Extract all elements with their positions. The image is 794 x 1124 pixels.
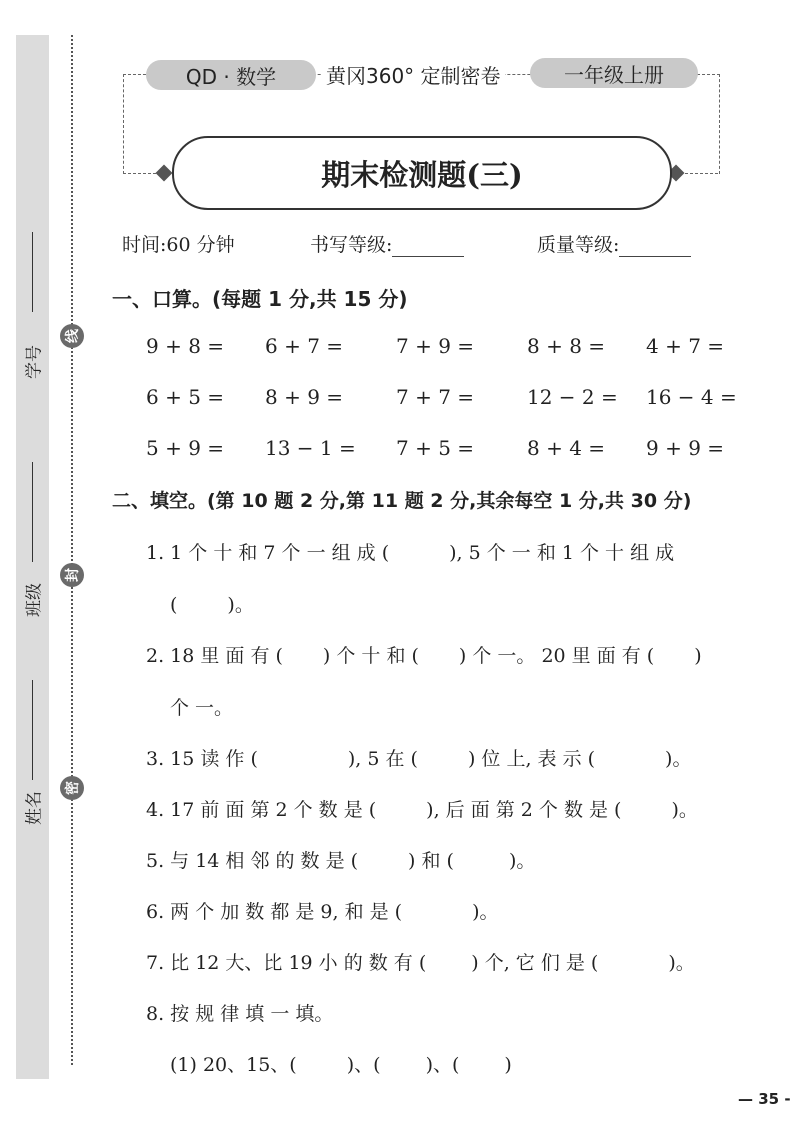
calc-2-2: 8 + 9 = [265, 385, 344, 409]
writing-grade-blank[interactable] [392, 230, 464, 257]
grade-pill: 一年级上册 [530, 58, 698, 88]
q8-1-text-b: )、( [346, 1054, 381, 1076]
question-3 [146, 744, 691, 771]
question-4 [146, 795, 698, 822]
section-2-heading: 二、填空。(第 10 题 2 分,第 11 题 2 分,其余每空 1 分,共 30 分) [112, 490, 692, 512]
seal-seal-mark: 封 [60, 563, 84, 587]
q7-text-a: 7. 比 12 大、比 19 小 的 数 有 ( [146, 952, 427, 974]
calc-1-1: 9 + 8 = [146, 334, 225, 358]
writing-grade [310, 230, 464, 257]
q8-1-text-a: (1) 20、15、( [170, 1054, 297, 1076]
q1-text-b: ), 5 个 一 和 1 个 十 组 成 [449, 542, 675, 564]
q1-close-paren: )。 [227, 594, 254, 616]
q6-text-b: )。 [472, 901, 499, 923]
calc-1-5: 4 + 7 = [646, 334, 725, 358]
student-id-line [32, 232, 33, 312]
question-2-line-1 [146, 641, 702, 668]
q3-text-b: ), 5 在 ( [347, 748, 418, 770]
q8-1-text-d: ) [504, 1054, 512, 1076]
calc-3-1: 5 + 9 = [146, 436, 225, 460]
q5-text-a: 5. 与 14 相 邻 的 数 是 ( [146, 850, 359, 872]
exam-title-text: 期末检测题(三) [321, 157, 523, 192]
name-line [32, 680, 33, 780]
calc-3-2: 13 − 1 = [265, 436, 356, 460]
calc-1-2: 6 + 7 = [265, 334, 344, 358]
q3-text-d: )。 [665, 748, 692, 770]
exam-title [172, 136, 672, 210]
writing-grade-label: 书写等级: [310, 234, 393, 256]
calc-2-5: 16 − 4 = [646, 385, 737, 409]
q2-text-b: ) 个 十 和 ( [322, 645, 419, 667]
q1-open-paren: ( [170, 594, 178, 616]
q8-1-text-c: )、( [425, 1054, 460, 1076]
subject-pill: QD · 数学 [146, 60, 316, 90]
q5-text-b: ) 和 ( [408, 850, 454, 872]
calc-3-3: 7 + 5 = [396, 436, 475, 460]
seal-line-mark: 线 [60, 324, 84, 348]
question-7 [146, 948, 695, 975]
q5-text-c: )。 [508, 850, 536, 872]
q4-text-a: 4. 17 前 面 第 2 个 数 是 ( [146, 799, 377, 821]
calc-3-5: 9 + 9 = [646, 436, 725, 460]
calc-2-1: 6 + 5 = [146, 385, 225, 409]
calc-3-4: 8 + 4 = [527, 436, 606, 460]
q1-text-a: 1. 1 个 十 和 7 个 一 组 成 ( [146, 542, 390, 564]
class-label: 班级 [24, 583, 45, 617]
q4-text-c: )。 [671, 799, 698, 821]
header-right-connector [680, 173, 718, 174]
q2-text-a: 2. 18 里 面 有 ( [146, 645, 283, 667]
q2-text-d: ) [694, 645, 702, 667]
question-2-line-2: 个 一。 [170, 697, 234, 719]
calc-2-4: 12 − 2 = [527, 385, 618, 409]
seal-dense-mark: 密 [60, 776, 84, 800]
cut-line [71, 35, 73, 1065]
question-6 [146, 897, 499, 924]
calc-2-3: 7 + 7 = [396, 385, 475, 409]
calc-1-4: 8 + 8 = [527, 334, 606, 358]
exam-time: 时间:60 分钟 [122, 234, 235, 256]
question-1-line-2 [170, 590, 254, 617]
q6-text-a: 6. 两 个 加 数 都 是 9, 和 是 ( [146, 901, 403, 923]
q7-text-c: )。 [668, 952, 695, 974]
class-line [32, 462, 33, 562]
q3-text-c: ) 位 上, 表 示 ( [467, 748, 596, 770]
question-1-line-1 [146, 538, 674, 565]
quality-grade-label: 质量等级: [537, 234, 620, 256]
calc-1-3: 7 + 9 = [396, 334, 475, 358]
page-number: — 35 - [738, 1090, 791, 1108]
question-5 [146, 846, 535, 873]
question-8: 8. 按 规 律 填 一 填。 [146, 1003, 334, 1025]
brand-text: 黄冈360° 定制密卷 [322, 60, 505, 92]
q3-text-a: 3. 15 读 作 ( [146, 748, 258, 770]
q4-text-b: ), 后 面 第 2 个 数 是 ( [426, 799, 622, 821]
question-8-1 [170, 1050, 512, 1077]
quality-grade-blank[interactable] [619, 230, 691, 257]
q7-text-b: ) 个, 它 们 是 ( [471, 952, 599, 974]
name-label: 姓名 [24, 791, 45, 825]
student-id-label: 学号 [24, 345, 45, 379]
section-1-heading: 一、口算。(每题 1 分,共 15 分) [112, 287, 408, 311]
quality-grade [537, 230, 691, 257]
q2-text-c: ) 个 一。 20 里 面 有 ( [458, 645, 655, 667]
